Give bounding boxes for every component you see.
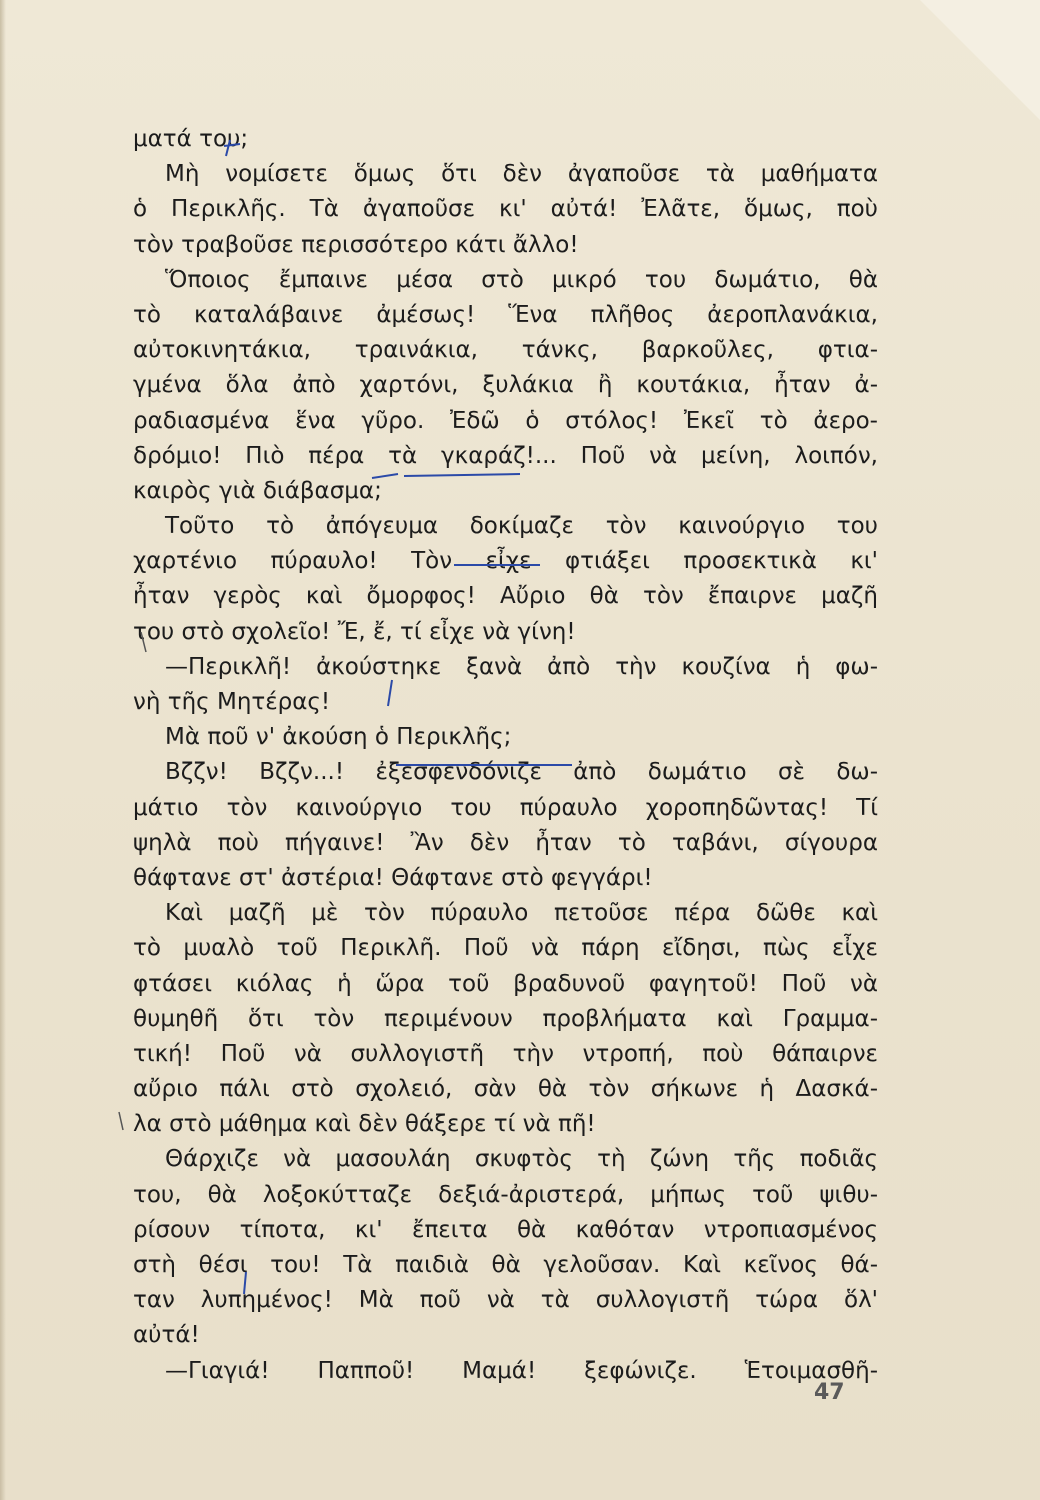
text-line: τὸ μυαλὸ τοῦ Περικλῆ. Ποῦ νὰ πάρη εἴδησι, πὼς εἶχε (133, 935, 878, 962)
text-line: Ὅποιος ἔμπαινε μέσα στὸ μικρό του δωμάτιο, θὰ (165, 266, 878, 293)
text-line: ραδιασμένα ἕνα γῦρο. Ἐδῶ ὁ στόλος! Ἐκεῖ τὸ ἀερο- (133, 407, 878, 434)
pen-mark-after-first-line (224, 140, 240, 156)
text-line: Βζζν! Βζζν...! ἐξεσφενδόνιζε ἀπὸ δωμάτιο σὲ δω- (165, 759, 878, 786)
text-line: Καὶ μαζῆ μὲ τὸν πύραυλο πετοῦσε πέρα δῶθε καὶ (165, 900, 878, 927)
text-line: αὐτά! (133, 1322, 200, 1349)
text-line: ἦταν γερὸς καὶ ὄμορφος! Αὔριο θὰ τὸν ἔπαιρνε μαζῆ (133, 583, 878, 610)
page-number: 47 (814, 1380, 845, 1405)
text-line: τική! Ποῦ νὰ συλλογιστῆ τὴν ντροπή, ποὺ θάπαιρνε (133, 1040, 878, 1067)
text-line: —Γιαγιά! Παπποῦ! Μαμά! ξεφώνιζε. Ἑτοιμασθῆ- (165, 1357, 878, 1384)
text-line: στὴ θέσι του! Τὰ παιδιὰ θὰ γελοῦσαν. Καὶ κεῖνος θά- (133, 1252, 878, 1278)
text-line: φτάσει κιόλας ἡ ὥρα τοῦ βραδυνοῦ φαγητοῦ! Ποῦ νὰ (133, 970, 878, 997)
text-line: δρόμιο! Πιὸ πέρα τὰ γκαράζ!... Ποῦ νὰ μείνη, λοιπόν, (133, 442, 878, 469)
text-line: τὸ καταλάβαινε ἀμέσως! Ἕνα πλῆθος ἀεροπλανάκια, (133, 301, 878, 328)
text-line: αὐτοκινητάκια, τραινάκια, τάνκς, βαρκοῦλες, φτια- (133, 337, 878, 364)
text-line: ρίσουν τίποτα, κι' ἔπειτα θὰ καθόταν ντροπιασμένος (133, 1216, 878, 1243)
text-line: θυμηθῆ ὅτι τὸν περιμένουν προβλήματα καὶ Γραμμα- (133, 1005, 878, 1032)
margin-mark-left-2 (119, 1112, 123, 1130)
text-line: μάτιο τὸν καινούργιο του πύραυλο χοροπηδῶντας! Τί (133, 794, 878, 821)
text-line: Θάρχιζε νὰ μασουλάη σκυφτὸς τὴ ζώνη τῆς ποδιᾶς (165, 1146, 878, 1173)
text-line: λα στὸ μάθημα καὶ δὲν θάξερε τί νὰ πῆ! (133, 1111, 596, 1138)
text-line: τὸν τραβοῦσε περισσότερο κάτι ἄλλο! (133, 231, 579, 258)
pen-mark-after-miteras (388, 680, 392, 706)
text-line: ψηλὰ ποὺ πήγαινε! Ἂν δὲν ἦταν τὸ ταβάνι, σίγουρα (133, 829, 878, 856)
text-line: του στὸ σχολεῖο! Ἔ, ἔ, τί εἶχε νὰ γίνη! (133, 618, 576, 645)
text-line: χαρτένιο πύραυλο! Τὸν εἶχε φτιάξει προσεκτικὰ κι' (133, 548, 878, 575)
text-line: αὔριο πάλι στὸ σχολειό, σὰν θὰ τὸν σήκωνε ἡ Δασκά- (133, 1076, 878, 1103)
pen-mark-after-auta (244, 1272, 246, 1294)
text-line: θάφτανε στ' ἀστέρια! Θάφτανε στὸ φεγγάρι! (133, 864, 653, 891)
margin-mark-left-1 (141, 632, 146, 652)
text-line: Τοῦτο τὸ ἀπόγευμα δοκίμαζε τὸν καινούργιο του (165, 513, 878, 540)
pen-mark-after-diavasma (372, 474, 520, 478)
text-line: του, θὰ λοξοκύτταζε δεξιά-ἀριστερά, μήπως τοῦ ψιθυ- (133, 1181, 878, 1208)
text-line: καιρὸς γιὰ διάβασμα; (133, 477, 382, 504)
text-line: ταν λυπημένος! Μὰ ποῦ νὰ τὰ συλλογιστῆ τώρα ὅλ' (133, 1287, 878, 1314)
text-line: νὴ τῆς Μητέρας! (133, 689, 331, 715)
text-line: ὁ Περικλῆς. Τὰ ἀγαποῦσε κι' αὐτά! Ἐλᾶτε, ὅμως, ποὺ (133, 196, 878, 223)
text-line: Μὴ νομίσετε ὅμως ὅτι δὲν ἀγαποῦσε τὰ μαθήματα (165, 161, 878, 188)
text-line: Μὰ ποῦ ν' ἀκούση ὁ Περικλῆς; (165, 724, 512, 751)
text-line: —Περικλῆ! ἀκούστηκε ξανὰ ἀπὸ τὴν κουζίνα ἡ φω- (165, 653, 878, 680)
text-line: ματά του; (133, 126, 249, 152)
text-line: γμένα ὅλα ἀπὸ χαρτόνι, ξυλάκια ἢ κουτάκια, ἦταν ἀ- (133, 372, 878, 399)
